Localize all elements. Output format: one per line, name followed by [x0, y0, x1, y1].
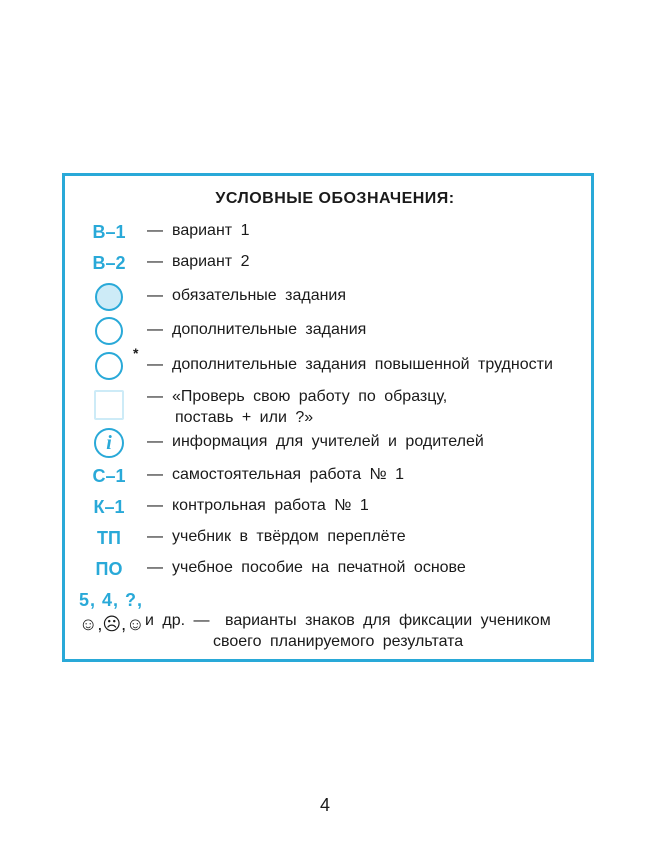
variant-2-symbol: В–2: [92, 252, 126, 273]
dash: —: [147, 356, 163, 373]
legend-desc: самостоятельная работа № 1: [172, 466, 405, 483]
legend-box: [62, 173, 594, 662]
workbook-symbol: ПО: [95, 558, 123, 579]
legend-row: [65, 316, 591, 346]
variant-1-symbol: В–1: [92, 221, 126, 242]
smiley-faces-icon: ☺,☹,☺: [79, 614, 145, 634]
legend-row: [65, 282, 591, 312]
dash: —: [147, 253, 163, 270]
marks-desc-line1: варианты знаков для фиксации учеником: [225, 612, 551, 629]
control-work-symbol: К–1: [93, 496, 125, 517]
dash: —: [147, 222, 163, 239]
legend-desc: дополнительные задания: [172, 321, 367, 338]
grade-marks: 5, 4, ?,: [79, 590, 144, 610]
dash: —: [147, 321, 163, 338]
independent-work-symbol: С–1: [92, 465, 126, 486]
legend-row: [65, 345, 591, 381]
filled-circle-icon: [95, 283, 123, 311]
legend-desc: контрольная работа № 1: [172, 497, 369, 514]
square-icon: [94, 390, 124, 420]
empty-circle-icon: [95, 317, 123, 345]
dash: —: [147, 559, 163, 576]
legend-row: [65, 492, 591, 522]
legend-desc-line2: поставь + или ?»: [175, 409, 314, 426]
legend-row: [65, 554, 591, 584]
dash: —: [147, 287, 163, 304]
hardcover-symbol: ТП: [97, 527, 121, 548]
marks-desc-line2: своего планируемого результата: [213, 633, 464, 650]
page-number: 4: [319, 795, 330, 815]
legend-desc-line1: «Проверь свою работу по образцу,: [172, 388, 448, 405]
info-icon: i: [94, 428, 124, 458]
dash: —: [147, 388, 163, 405]
legend-title: УСЛОВНЫЕ ОБОЗНАЧЕНИЯ:: [215, 190, 455, 207]
dash: —: [147, 528, 163, 545]
legend-row: [65, 523, 591, 553]
marks-suffix: и др. —: [145, 612, 210, 629]
legend-desc: учебное пособие на печатной основе: [172, 559, 466, 576]
legend-desc: вариант 2: [172, 253, 250, 270]
dash: —: [147, 433, 163, 450]
legend-desc: информация для учителей и родителей: [172, 433, 484, 450]
legend-row: [65, 248, 591, 278]
legend-row: [65, 461, 591, 491]
dash: —: [147, 497, 163, 514]
dash: —: [147, 466, 163, 483]
star-mark: *: [133, 345, 139, 361]
legend-desc: учебник в твёрдом переплёте: [172, 528, 406, 545]
legend-desc: вариант 1: [172, 222, 250, 239]
legend-desc: обязательные задания: [172, 287, 347, 304]
legend-row: [65, 428, 591, 458]
circle-star-icon: [95, 352, 123, 380]
legend-desc: дополнительные задания повышенной трудности: [172, 356, 553, 373]
legend-row: [65, 217, 591, 247]
